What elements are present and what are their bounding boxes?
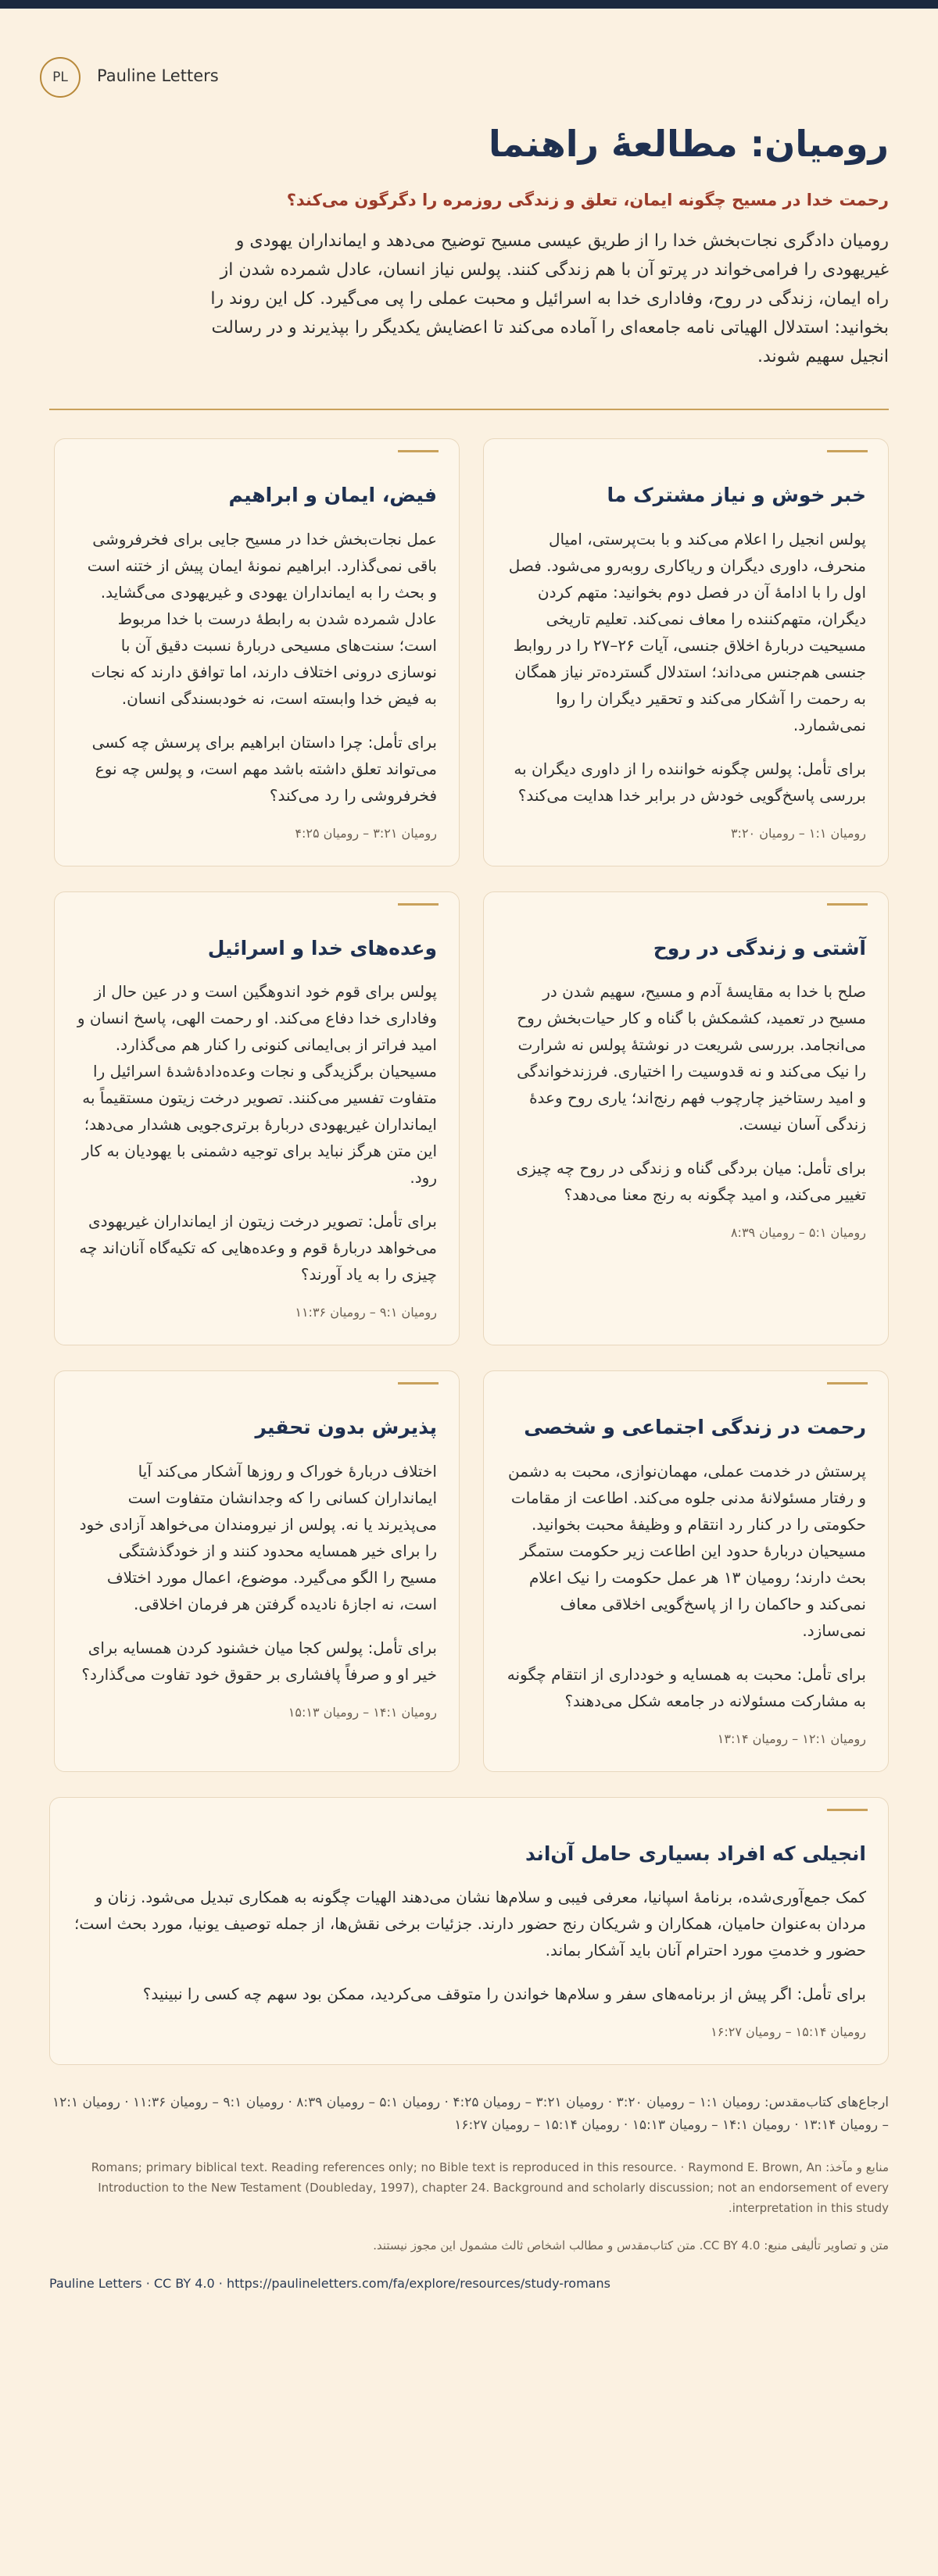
page-subtitle: رحمت خدا در مسیح چگونه ایمان، تعلق و زندگی روزمره را دگرگون می‌کند؟ [286, 191, 889, 210]
top-bar [0, 0, 938, 9]
card-body: پرستش در خدمت عملی، مهمان‌نوازی، محبت به دشمن و رفتار مسئولانهٔ مدنی جلوه می‌کند. اطاعت از مقامات حکومتی را در کنار رد انتقام و وظیفهٔ محبت بخوانید. مسیحیان دربارهٔ حدود این اطاعت زیر حکومت ستمگر بحث دارند؛ رومیان ۱۳ هر عمل حکومت را نیک اعلام نمی‌کند و حاکمان را از پاسخ‌گویی اخلاقی معاف نمی‌سازد. [508, 1461, 866, 1640]
card-body: صلح با خدا به مقایسهٔ آدم و مسیح، سهیم شدن در مسیح در تعمید، کشمکش با گناه و کار حیات‌بخش روح می‌انجامد. بررسی شریعت در نوشتهٔ پولس نه شرارت را نیک می‌کند و نه قدوسیت را اختیاری. فرزندخواندگی و امید رستاخیز چارچوب فهم رنج‌اند؛ یاری روح وعدهٔ زندگی آسان نیست. [517, 982, 866, 1134]
card-reflection: برای تأمل: پولس کجا میان خشنود کردن همسایه برای خیر او و صرفاً پافشاری بر حقوق خود تفاوت می‌گذارد؟ [81, 1638, 437, 1684]
scripture-references: ارجاع‌های کتاب‌مقدس: رومیان ۱:۱ – رومیان ۳:۲۰ · رومیان ۳:۲۱ – رومیان ۴:۲۵ · رومیان ۵:۱ – رومیان ۸:۳۹ · رومیان ۹:۱ – رومیان ۱۱:۳۶ · رومیان ۱۲:۱ – رومیان ۱۳:۱۴ · رومیان ۱۴:۱ – رومیان ۱۵:۱۳ · رومیان ۱۵:۱۴ – رومیان ۱۶:۲۷ [52, 2095, 889, 2134]
card-reference: رومیان ۱۴:۱ – رومیان ۱۵:۱۳ [288, 1704, 437, 1720]
site-header [0, 9, 938, 88]
study-card [54, 1370, 460, 1772]
card-body: عمل نجات‌بخش خدا در مسیح جایی برای فخرفروشی باقی نمی‌گذارد. ابراهیم نمونهٔ ایمان پیش از ختنه است و بحث را به ایمانداران یهودی و غیریهودی می‌گشاید. عادل شمرده شدن به رابطهٔ درست با خدا مربوط است؛ سنت‌های مسیحی دربارهٔ نسبت دقیق آن با نوسازی درونی اختلاف دارند، اما توافق دارند که نجات به فیض خدا وابسته است، نه خودبسندگی انسان. [87, 529, 437, 708]
card-title: انجیلی که افراد بسیاری حامل آن‌اند [524, 1842, 866, 1865]
license-note: متن و تصاویر تألیفی منبع: CC BY 4.0. متن کتاب‌مقدس و مطالب اشخاص ثالث مشمول این مجوز نیستند. [373, 2238, 889, 2253]
card-accent [398, 903, 439, 906]
study-card [54, 438, 460, 866]
card-reflection: برای تأمل: میان بردگی گناه و زندگی در روح چه چیزی تغییر می‌کند، و امید چگونه به رنج معنا می‌دهد؟ [516, 1159, 866, 1205]
study-cards [0, 410, 938, 2065]
card-title: فیض، ایمان و ابراهیم [228, 484, 437, 507]
hero-section [0, 123, 938, 371]
study-card [483, 891, 889, 1346]
card-reflection: برای تأمل: اگر پیش از برنامه‌های سفر و سلام‌ها خواندن را متوقف می‌کردید، ممکن بود سهم چه کسی را نبینید؟ [142, 1985, 866, 2004]
card-accent [398, 450, 439, 452]
card-reference: رومیان ۵:۱ – رومیان ۸:۳۹ [730, 1225, 866, 1241]
footer-link[interactable]: Pauline Letters · CC BY 4.0 · https://paulineletters.com/fa/explore/resources/study-romans [49, 2276, 610, 2292]
card-reference: رومیان ۱۵:۱۴ – رومیان ۱۶:۲۷ [711, 2024, 866, 2040]
card-reflection: برای تأمل: پولس چگونه خواننده را از داوری دیگران به بررسی پاسخ‌گویی خودش در برابر خدا هدایت می‌کند؟ [514, 759, 866, 805]
study-card [54, 891, 460, 1346]
study-card [483, 438, 889, 866]
card-title: پذیرش بدون تحقیر [255, 1416, 437, 1439]
card-accent [827, 1382, 868, 1384]
card-body: پولس انجیل را اعلام می‌کند و با بت‌پرستی، امیال منحرف، داوری دیگران و ریاکاری روبه‌رو می‌شود. فصل اول را با ادامهٔ آن در فصل دوم بخوانید: متهم کردن دیگران، متهم‌کننده را معاف نمی‌کند. تعلیم تاریخی مسیحیت دربارهٔ اخلاق جنسی، آیات ۲۶–۲۷ را در روابط جنسی هم‌جنس می‌داند؛ استدلال گسترده‌تر نیاز همگان به رحمت را آشکار می‌کند و تحقیر دیگران را روا نمی‌شمارد. [508, 529, 866, 734]
study-card [483, 1370, 889, 1772]
card-reference: رومیان ۹:۱ – رومیان ۱۱:۳۶ [295, 1305, 437, 1320]
card-accent [398, 1382, 439, 1384]
card-title: وعده‌های خدا و اسرائیل [207, 936, 437, 959]
card-title: آشتی و زندگی در روح [653, 936, 866, 959]
page-title: رومیان: مطالعهٔ راهنما [488, 123, 889, 165]
card-accent [827, 1809, 868, 1811]
card-body: اختلاف دربارهٔ خوراک و روزها آشکار می‌کند آیا ایمانداران کسانی را که وجدانشان متفاوت است می‌پذیرند یا نه. پولس از نیرومندان می‌خواهد آزادی خود را برای خیر همسایه محدود کنند و از خودگذشتگی مسیح را الگو می‌گیرد. موضوع، اعمال مورد اختلاف است، نه اجازهٔ نادیده گرفتن هر فرمان اخلاقی. [79, 1461, 437, 1613]
card-body: پولس برای قوم خود اندوهگین است و در عین حال از وفاداری خدا دفاع می‌کند. او رحمت الهی، پاسخ انسان و امید فراتر از بی‌ایمانی کنونی را کنار هم می‌گذارد. مسیحیان برگزیدگی و نجات وعده‌دادهٔ‌شدهٔ اسرائیل را متفاوت تفسیر می‌کنند. تصویر درخت زیتون مستقیماً به ایمانداران غیریهودی دربارهٔ برتری‌جویی هشدار می‌دهد؛ این متن هرگز نباید برای توجیه دشمنی با یهودیان به کار رود. [77, 982, 437, 1188]
card-reference: رومیان ۳:۲۱ – رومیان ۴:۲۵ [295, 825, 437, 841]
study-card [49, 1797, 889, 2066]
card-reflection: برای تأمل: تصویر درخت زیتون از ایمانداران غیریهودی می‌خواهد دربارهٔ قوم و وعده‌هایی که تکیه‌گاه آنان‌اند چه چیزی را به یاد آورند؟ [79, 1212, 437, 1284]
card-title: خبر خوش و نیاز مشترک ما [607, 484, 866, 507]
intro-paragraph: رومیان دادگری نجات‌بخش خدا را از طریق عیسی مسیح توضیح می‌دهد و ایمانداران یهودی و غیریهودی را فرامی‌خواند در پرتو آن با هم زندگی کنند. پولس نیاز انسان، عادل شمرده شدن از راه ایمان، زندگی در روح، وفاداری خدا به اسرائیل و محبت عملی را پی می‌گیرد. کل این روند را بخوانید: استدلال الهیاتی نامه جامعه‌ای را آماده می‌کند تا اعضایش یکدیگر را بپذیرند و در رسالت انجیل سهیم شوند. [210, 231, 889, 367]
card-reference: رومیان ۱:۱ – رومیان ۳:۲۰ [730, 825, 866, 841]
card-body: کمک جمع‌آوری‌شده، برنامهٔ اسپانیا، معرفی فیبی و سلام‌ها نشان می‌دهند الهیات چگونه به همکاری تبدیل می‌شود. زنان و مردان به‌عنوان حامیان، همکاران و شریکان رنج حضور دارند. جزئیات برخی نقش‌ها، از جمله توصیف یونیا، مورد بحث است؛ حضور و خدمتِ مورد احترام آنان باید آشکار بماند. [74, 1888, 866, 1960]
card-reflection: برای تأمل: محبت به همسایه و خودداری از انتقام چگونه به مشارکت مسئولانه در جامعه شکل می‌دهند؟ [507, 1664, 866, 1710]
site-name-link[interactable]: Pauline Letters [97, 66, 219, 85]
card-reference: رومیان ۱۲:۱ – رومیان ۱۳:۱۴ [717, 1731, 866, 1746]
sources-note: منابع و مآخذ: Romans; primary biblical text. Reading references only; no Bible text is reproduced in this resource. · Raymond E. Brown, An Introduction to the New Testament (Doubleday, 1997), chapter 24. Background and scholarly discussion; not an endorsement of every interpretation in this study. [91, 2160, 889, 2216]
card-accent [827, 903, 868, 906]
card-reflection: برای تأمل: چرا داستان ابراهیم برای پرسش چه کسی می‌تواند تعلق داشته باشد مهم است، و پولس چه نوع فخرفروشی را رد می‌کند؟ [91, 732, 437, 805]
card-accent [827, 450, 868, 452]
card-title: رحمت در زندگی اجتماعی و شخصی [524, 1416, 866, 1439]
site-logo[interactable]: PL [40, 57, 81, 98]
